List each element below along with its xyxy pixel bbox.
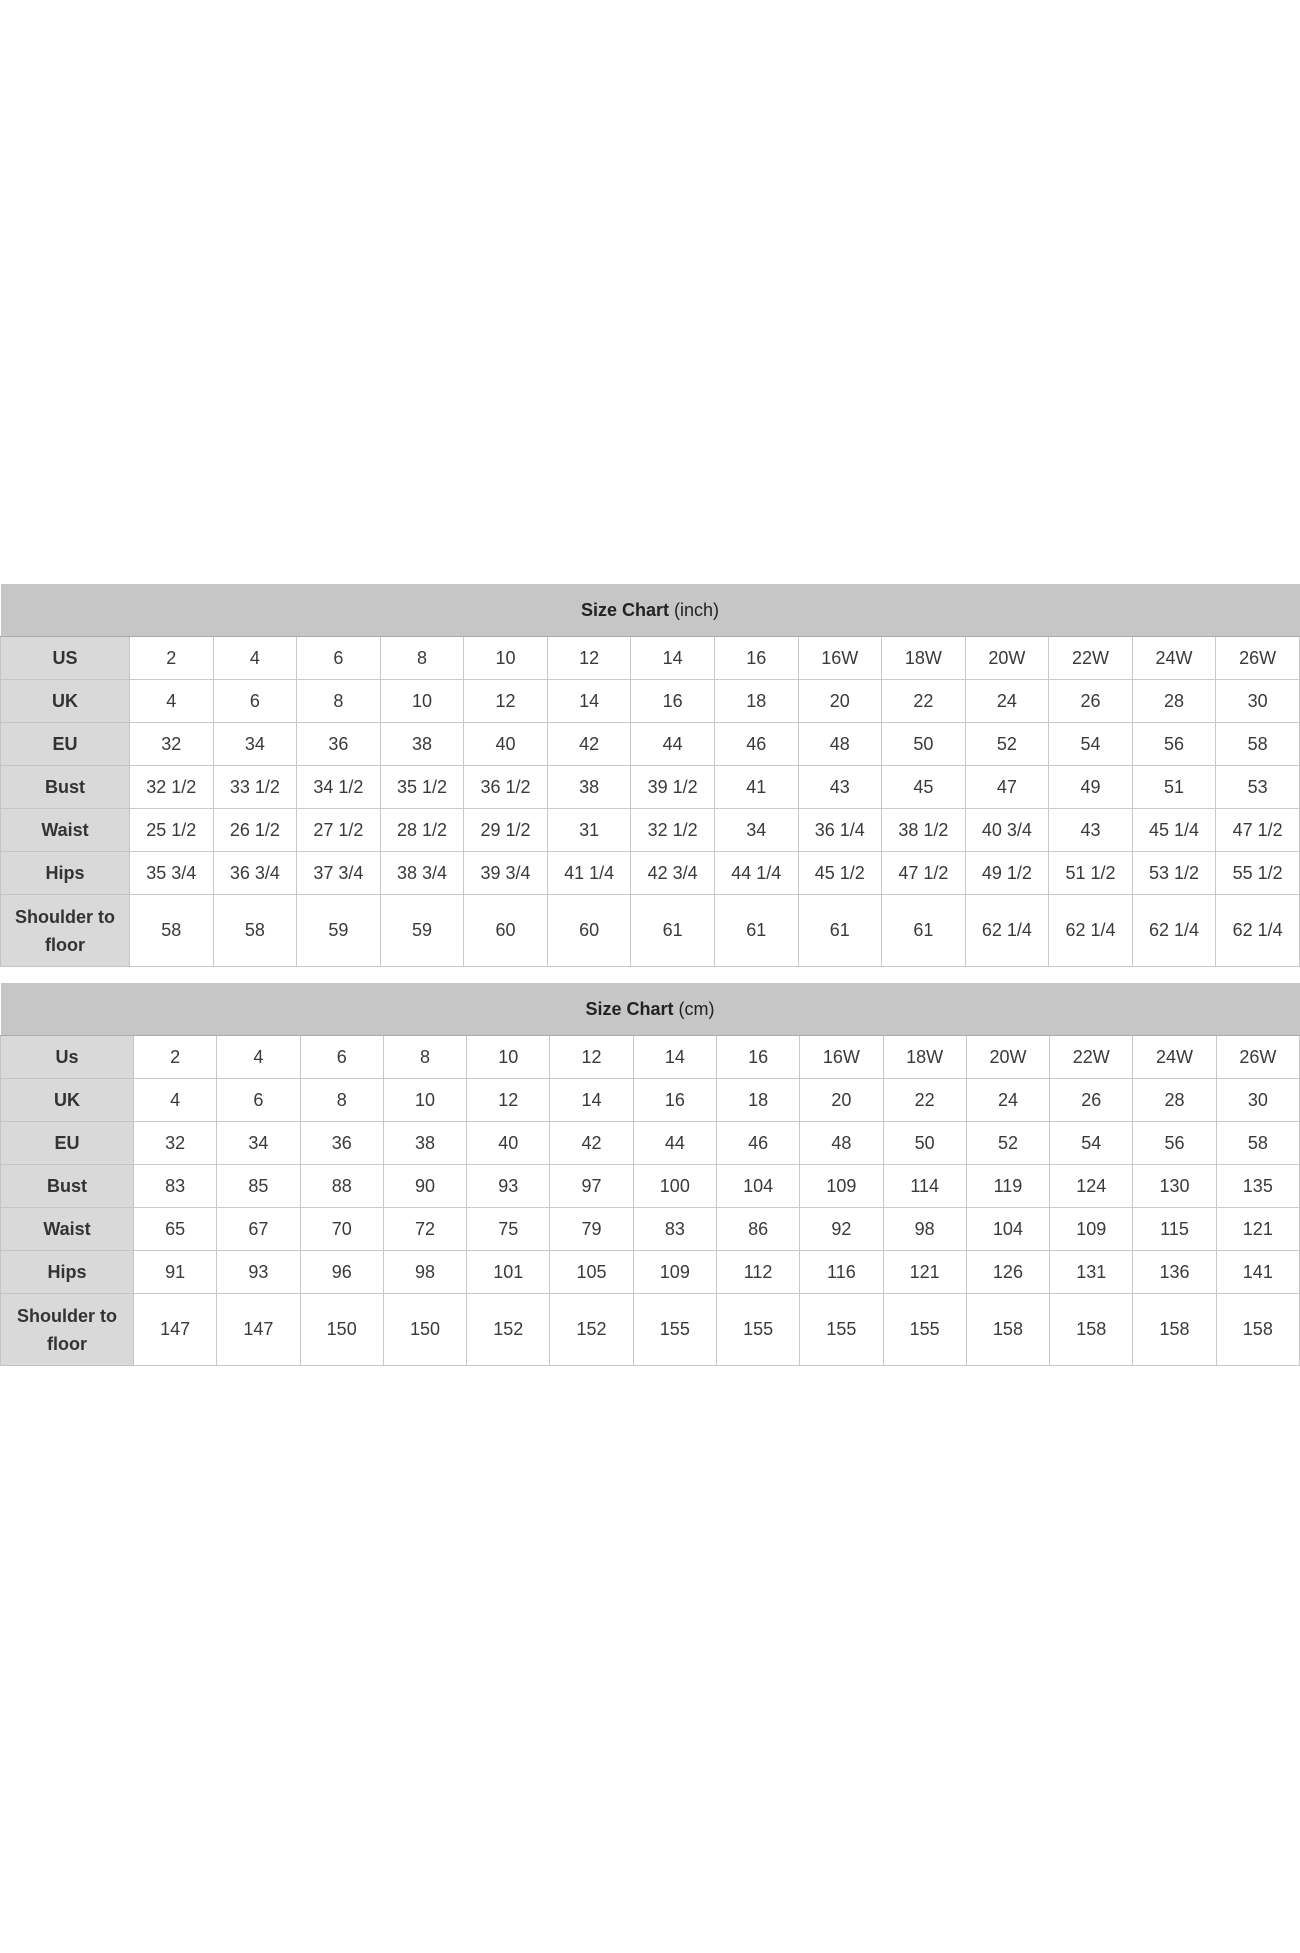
table-cell: 31	[547, 809, 631, 852]
table-row	[1, 895, 1300, 967]
table-cell: 12	[550, 1036, 633, 1079]
table-cell: 104	[716, 1165, 799, 1208]
table-cell: 155	[633, 1294, 716, 1366]
table-cell: 58	[1216, 1122, 1299, 1165]
table-cell: 155	[883, 1294, 966, 1366]
table-cell: 98	[383, 1251, 466, 1294]
table-cell: 62 1/4	[1049, 895, 1133, 967]
table-cell: 93	[467, 1165, 550, 1208]
table-cell: 32 1/2	[631, 809, 715, 852]
table-cell: 52	[965, 723, 1049, 766]
table-cell: 136	[1133, 1251, 1216, 1294]
row-label: Us	[1, 1036, 134, 1079]
table-cell: 97	[550, 1165, 633, 1208]
table-cell: 39 3/4	[464, 852, 548, 895]
row-label: EU	[1, 1122, 134, 1165]
table-cell: 58	[130, 895, 214, 967]
size-table-inch	[0, 584, 1300, 967]
table-cell: 130	[1133, 1165, 1216, 1208]
table-cell: 38	[380, 723, 464, 766]
table-cell: 119	[966, 1165, 1049, 1208]
table-row	[1, 1036, 1300, 1079]
table-cell: 33 1/2	[213, 766, 297, 809]
table-cell: 18	[716, 1079, 799, 1122]
table-cell: 59	[380, 895, 464, 967]
table-cell: 155	[800, 1294, 883, 1366]
table-cell: 20W	[966, 1036, 1049, 1079]
table-cell: 44	[631, 723, 715, 766]
table-cell: 150	[383, 1294, 466, 1366]
table-cell: 50	[882, 723, 966, 766]
table-cell: 34 1/2	[297, 766, 381, 809]
table-cell: 32	[130, 723, 214, 766]
table-cell: 6	[300, 1036, 383, 1079]
table-cell: 65	[134, 1208, 217, 1251]
table-cell: 26 1/2	[213, 809, 297, 852]
table-cell: 8	[380, 637, 464, 680]
table-cell: 115	[1133, 1208, 1216, 1251]
table-row	[1, 1294, 1300, 1366]
table-cell: 35 3/4	[130, 852, 214, 895]
table-cell: 10	[467, 1036, 550, 1079]
table-cell: 58	[1216, 723, 1300, 766]
table-cell: 104	[966, 1208, 1049, 1251]
table-cell: 16	[631, 680, 715, 723]
table-cell: 18W	[882, 637, 966, 680]
table-cell: 47	[965, 766, 1049, 809]
table-row	[1, 1079, 1300, 1122]
table-cell: 34	[213, 723, 297, 766]
table-cell: 96	[300, 1251, 383, 1294]
table-cell: 38	[547, 766, 631, 809]
table-cell: 62 1/4	[1132, 895, 1216, 967]
row-label: UK	[1, 1079, 134, 1122]
table-cell: 98	[883, 1208, 966, 1251]
table-cell: 83	[633, 1208, 716, 1251]
table-cell: 61	[798, 895, 882, 967]
table-cell: 35 1/2	[380, 766, 464, 809]
table-cell: 20W	[965, 637, 1049, 680]
table-cell: 85	[217, 1165, 300, 1208]
table-cell: 29 1/2	[464, 809, 548, 852]
row-label: Hips	[1, 1251, 134, 1294]
table-cell: 28 1/2	[380, 809, 464, 852]
table-cell: 70	[300, 1208, 383, 1251]
table-cell: 14	[547, 680, 631, 723]
table-cell: 40	[464, 723, 548, 766]
table-cell: 58	[213, 895, 297, 967]
table-cell: 14	[550, 1079, 633, 1122]
row-label: US	[1, 637, 130, 680]
table-cell: 62 1/4	[1216, 895, 1300, 967]
table-cell: 24W	[1133, 1036, 1216, 1079]
table-cell: 158	[1050, 1294, 1133, 1366]
table-cell: 28	[1133, 1079, 1216, 1122]
table-cell: 24	[966, 1079, 1049, 1122]
table-cell: 93	[217, 1251, 300, 1294]
chart-title-cm	[1, 983, 1300, 1036]
table-row	[1, 766, 1300, 809]
table-cell: 51 1/2	[1049, 852, 1133, 895]
table-cell: 6	[217, 1079, 300, 1122]
table-cell: 36 1/2	[464, 766, 548, 809]
table-cell: 45	[882, 766, 966, 809]
table-cell: 46	[714, 723, 798, 766]
table-cell: 83	[134, 1165, 217, 1208]
table-cell: 8	[297, 680, 381, 723]
table-cell: 4	[134, 1079, 217, 1122]
table-cell: 121	[1216, 1208, 1299, 1251]
table-cell: 141	[1216, 1251, 1299, 1294]
size-chart-cm	[0, 983, 1300, 1366]
table-cell: 54	[1049, 723, 1133, 766]
table-cell: 36 1/4	[798, 809, 882, 852]
table-cell: 56	[1132, 723, 1216, 766]
table-cell: 26W	[1216, 1036, 1299, 1079]
chart-title-main: Size Chart	[585, 998, 674, 1019]
table-cell: 155	[716, 1294, 799, 1366]
table-cell: 4	[217, 1036, 300, 1079]
table-cell: 16W	[798, 637, 882, 680]
table-cell: 8	[383, 1036, 466, 1079]
row-label: Bust	[1, 1165, 134, 1208]
table-cell: 86	[716, 1208, 799, 1251]
table-cell: 47 1/2	[882, 852, 966, 895]
table-cell: 12	[467, 1079, 550, 1122]
table-cell: 43	[798, 766, 882, 809]
table-cell: 41 1/4	[547, 852, 631, 895]
table-cell: 32	[134, 1122, 217, 1165]
table-cell: 150	[300, 1294, 383, 1366]
table-cell: 91	[134, 1251, 217, 1294]
chart-title-unit: (cm)	[678, 998, 715, 1019]
table-cell: 92	[800, 1208, 883, 1251]
table-row	[1, 1122, 1300, 1165]
table-cell: 38	[383, 1122, 466, 1165]
table-cell: 38 3/4	[380, 852, 464, 895]
table-cell: 4	[130, 680, 214, 723]
table-cell: 152	[467, 1294, 550, 1366]
table-cell: 131	[1050, 1251, 1133, 1294]
table-cell: 147	[134, 1294, 217, 1366]
table-cell: 16W	[800, 1036, 883, 1079]
table-cell: 47 1/2	[1216, 809, 1300, 852]
table-cell: 20	[798, 680, 882, 723]
row-label: Waist	[1, 1208, 134, 1251]
table-row	[1, 809, 1300, 852]
table-cell: 109	[633, 1251, 716, 1294]
table-cell: 34	[714, 809, 798, 852]
table-cell: 49	[1049, 766, 1133, 809]
chart-title-unit: (inch)	[674, 599, 720, 620]
row-label: Shoulder to floor	[1, 1294, 134, 1366]
table-cell: 112	[716, 1251, 799, 1294]
table-cell: 90	[383, 1165, 466, 1208]
table-cell: 20	[800, 1079, 883, 1122]
table-cell: 101	[467, 1251, 550, 1294]
table-cell: 28	[1132, 680, 1216, 723]
table-cell: 52	[966, 1122, 1049, 1165]
table-cell: 36 3/4	[213, 852, 297, 895]
table-cell: 158	[1133, 1294, 1216, 1366]
table-cell: 158	[1216, 1294, 1299, 1366]
table-cell: 30	[1216, 680, 1300, 723]
table-cell: 42	[550, 1122, 633, 1165]
row-label: Bust	[1, 766, 130, 809]
row-label: Hips	[1, 852, 130, 895]
table-cell: 40 3/4	[965, 809, 1049, 852]
table-cell: 42	[547, 723, 631, 766]
table-cell: 14	[631, 637, 715, 680]
table-cell: 26	[1049, 680, 1133, 723]
table-cell: 105	[550, 1251, 633, 1294]
table-cell: 25 1/2	[130, 809, 214, 852]
table-cell: 60	[547, 895, 631, 967]
table-cell: 18W	[883, 1036, 966, 1079]
table-cell: 41	[714, 766, 798, 809]
table-cell: 67	[217, 1208, 300, 1251]
table-cell: 10	[383, 1079, 466, 1122]
table-row	[1, 852, 1300, 895]
table-cell: 100	[633, 1165, 716, 1208]
table-cell: 12	[547, 637, 631, 680]
row-label: Shoulder to floor	[1, 895, 130, 967]
table-cell: 56	[1133, 1122, 1216, 1165]
table-cell: 53 1/2	[1132, 852, 1216, 895]
table-row	[1, 680, 1300, 723]
table-cell: 22	[883, 1079, 966, 1122]
table-cell: 51	[1132, 766, 1216, 809]
table-cell: 36	[300, 1122, 383, 1165]
table-cell: 72	[383, 1208, 466, 1251]
table-row	[1, 723, 1300, 766]
table-cell: 43	[1049, 809, 1133, 852]
table-cell: 109	[800, 1165, 883, 1208]
table-cell: 126	[966, 1251, 1049, 1294]
chart-title-inch	[1, 584, 1300, 637]
table-cell: 4	[213, 637, 297, 680]
table-cell: 2	[134, 1036, 217, 1079]
table-cell: 38 1/2	[882, 809, 966, 852]
table-cell: 48	[798, 723, 882, 766]
table-cell: 79	[550, 1208, 633, 1251]
table-cell: 40	[467, 1122, 550, 1165]
table-cell: 22W	[1049, 637, 1133, 680]
table-cell: 12	[464, 680, 548, 723]
table-cell: 37 3/4	[297, 852, 381, 895]
table-cell: 45 1/4	[1132, 809, 1216, 852]
table-cell: 46	[716, 1122, 799, 1165]
table-cell: 26	[1050, 1079, 1133, 1122]
table-cell: 26W	[1216, 637, 1300, 680]
table-cell: 152	[550, 1294, 633, 1366]
table-cell: 10	[464, 637, 548, 680]
table-cell: 44	[633, 1122, 716, 1165]
table-row	[1, 1165, 1300, 1208]
table-cell: 53	[1216, 766, 1300, 809]
table-cell: 8	[300, 1079, 383, 1122]
table-cell: 24	[965, 680, 1049, 723]
table-cell: 36	[297, 723, 381, 766]
table-cell: 39 1/2	[631, 766, 715, 809]
table-row	[1, 1251, 1300, 1294]
table-cell: 30	[1216, 1079, 1299, 1122]
table-cell: 61	[714, 895, 798, 967]
table-cell: 6	[297, 637, 381, 680]
table-cell: 60	[464, 895, 548, 967]
size-table-cm	[0, 983, 1300, 1366]
table-cell: 6	[213, 680, 297, 723]
table-cell: 61	[631, 895, 715, 967]
table-cell: 22W	[1050, 1036, 1133, 1079]
table-cell: 116	[800, 1251, 883, 1294]
table-cell: 24W	[1132, 637, 1216, 680]
table-cell: 147	[217, 1294, 300, 1366]
table-cell: 16	[633, 1079, 716, 1122]
table-cell: 109	[1050, 1208, 1133, 1251]
table-cell: 124	[1050, 1165, 1133, 1208]
table-cell: 50	[883, 1122, 966, 1165]
table-row	[1, 637, 1300, 680]
table-cell: 61	[882, 895, 966, 967]
table-cell: 16	[716, 1036, 799, 1079]
table-cell: 27 1/2	[297, 809, 381, 852]
table-cell: 55 1/2	[1216, 852, 1300, 895]
table-row	[1, 1208, 1300, 1251]
table-cell: 59	[297, 895, 381, 967]
table-cell: 88	[300, 1165, 383, 1208]
table-cell: 158	[966, 1294, 1049, 1366]
table-cell: 44 1/4	[714, 852, 798, 895]
table-cell: 18	[714, 680, 798, 723]
table-cell: 42 3/4	[631, 852, 715, 895]
table-cell: 54	[1050, 1122, 1133, 1165]
table-cell: 32 1/2	[130, 766, 214, 809]
table-cell: 135	[1216, 1165, 1299, 1208]
table-cell: 45 1/2	[798, 852, 882, 895]
table-cell: 34	[217, 1122, 300, 1165]
table-cell: 114	[883, 1165, 966, 1208]
table-cell: 62 1/4	[965, 895, 1049, 967]
table-cell: 14	[633, 1036, 716, 1079]
size-chart-inch	[0, 584, 1300, 967]
table-cell: 22	[882, 680, 966, 723]
chart-title-main: Size Chart	[580, 599, 669, 620]
table-cell: 48	[800, 1122, 883, 1165]
table-cell: 121	[883, 1251, 966, 1294]
table-cell: 49 1/2	[965, 852, 1049, 895]
table-cell: 16	[714, 637, 798, 680]
row-label: EU	[1, 723, 130, 766]
row-label: UK	[1, 680, 130, 723]
row-label: Waist	[1, 809, 130, 852]
table-cell: 2	[130, 637, 214, 680]
table-cell: 75	[467, 1208, 550, 1251]
table-cell: 10	[380, 680, 464, 723]
